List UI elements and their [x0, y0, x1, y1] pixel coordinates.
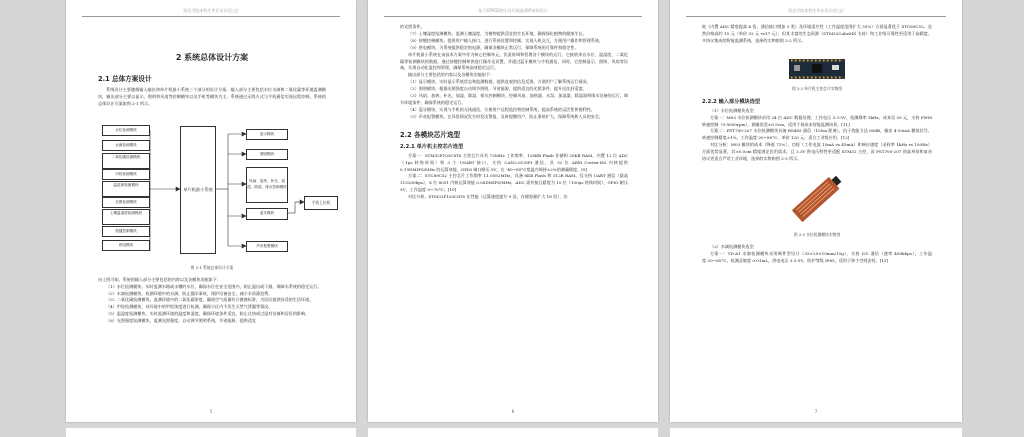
left-module-methane: 甲烷检测模块 — [102, 169, 150, 180]
paragraph-5: 方案一：YD-A1 水滴检测模块采用硬件型设计（35×25×10mm/15g），支持 I2C 通信（速率 400kbps），工作温度-20~60°C，检测灵敏度 0.01mL，供电电压 3.3-5V，防护等级 IP65，适用于狭小空间安装。[13] — [702, 250, 932, 263]
paragraph-4: 对比分析：M03 模块的成本（降低 71%）、功耗（工作电流 15mA vs 45mA）和响应速度（采样率 1kHz vs 100Hz）方面优势显著，其±0.5cm 精度满足民用需求，且 3.3V 供电压特性更适配 STM32 主控，而 FST700-207 的高单价和复杂协议更适合严苛工业环境，选择的实物如图 2-3 所示。 — [702, 142, 932, 162]
paragraph-2: （1）水位检测模块。实时监测水箱或水槽的水位，确保水位在安全范围内，防止溢出或干涸，保障水系统的稳定运行。 — [106, 283, 322, 289]
figure-2-1-caption: 图 2-1 系统总体设计方案 — [190, 264, 234, 270]
phone-host-box: 手机上位机 — [304, 196, 338, 210]
system-block-diagram — [98, 112, 331, 262]
running-header: 阳光学院本科生毕业设计(论文) — [788, 8, 844, 13]
section-heading-2-1: 2.1 总体方案设计 — [98, 75, 152, 83]
mcu-board-photo — [788, 53, 846, 83]
paragraph-6: （5）温湿度检测模块。实时监测环境的温度和湿度，确保环境条件适宜，防止过热或过湿对设备和居民的影响。 — [106, 311, 310, 317]
paragraph-3: （8）按键控制模块。提供用户输入接口，进行系统设置和控制，实现人机交互，方便用户操作和管理系统。 — [408, 37, 604, 43]
right-module-bluetooth: 蓝牙模块 — [246, 208, 288, 220]
header-rule — [384, 16, 642, 17]
right-module-display: 显示模块 — [246, 129, 288, 140]
mcu-core-box: 单片机最小系统 — [180, 126, 216, 254]
next-page-peek-2 — [368, 428, 658, 437]
left-module-light: 光照检测模块 — [102, 197, 150, 208]
figure-2-3-caption: 图 2-3 水位检测模块实物图 — [793, 231, 841, 237]
next-page-peek-1 — [66, 428, 356, 437]
header-rule — [82, 16, 340, 17]
left-module-water-level: 水位检测模块 — [102, 125, 150, 136]
document-page-7 — [670, 0, 962, 422]
water-sensor-photo — [782, 171, 852, 229]
paragraph-13: 方案二：STC89C52 主控芯片工作频率 11.0592MHz，具备 8KB Flash 和 512B RAM，仅支持 UART 通信（最高 115200bps），8 位 8051 内核运算效能 0.08DMIPS/MHz，ADC 需外接且精度为 10 位（100μs 转换时间），GPIO 耐压 5V，工作温度 0~70°C。[10] — [400, 173, 628, 193]
header-rule — [686, 16, 946, 17]
paragraph-3: （2）水滴检测模块。检测环境中的水滴，防止漏水事故，保护设备安全，减少水资源浪费。 — [106, 290, 273, 296]
paragraph-1: 的光照条件。 — [400, 24, 425, 29]
paragraph-6: 输出部分主要包括的内容以及各模块功能如下： — [408, 72, 494, 78]
left-module-power: 供电模块 — [102, 240, 150, 251]
paragraph-5: （4）甲烷检测模块。对环境中的甲烷浓度进行检测，确保小区内不发生天然气泄漏等情况。 — [106, 304, 273, 310]
intro-paragraph: 系统设计主要遵循输入输出和单片机最小系统三个部分的设计方案。输入部分主要包括水位水滴和二氧化碳等环境监测模块，输出部分主要以显示、照明和风扇等控制模块以及手机等模块为主，系统通过无线方式与手机通信实现远程控制，系统的总体设计方案如图 2-1 所示。 — [98, 87, 326, 106]
left-module-soil: 土壤温湿度检测模块 — [102, 209, 150, 225]
paragraph-4: （3）二氧化碳检测模块。监测环境中的二氧化碳浓度，确保空气质量符合健康标准，为居民提供舒适的生活环境。 — [106, 297, 314, 303]
right-module-buzzer: 声音报警模块 — [246, 241, 288, 252]
paragraph-5: 单片机最小系统在该技术方案中作为核心控制单元，负责协调和管理各个模块的运行。它接收来自水位、温湿度、二氧化碳等检测模块的数据，通过按键控制和供进行操作及设置，并通过蓝牙模块与手机通信，同时，它控制显示、照明、风扇等设备，实现自动化监控和管理，确保系统高效稳定运行。 — [400, 51, 628, 71]
subsection-water-drop: （2）水滴检测模块选型 — [710, 243, 754, 249]
paragraph-12: 方案一：STM32F103C8T6 主控芯片具有 72MHz 工作频率、128KB Flash 存储和 20KB RAM，内置 12 位 ADC（1μs 转换时间）和 3 个 USART 接口，支持 CAN2.0C/SPI 通信，其 32 位 ARM Cortex-M3 内核提供 0.19DMIPS/MHz 的运算效能，GPIO 端口耐压 5V，在 -40~85°C宽温内保持±2%的测量精度。[9] — [400, 152, 628, 172]
next-page-peek-3 — [670, 428, 962, 437]
left-module-co2: 二氧化碳检测模块 — [102, 153, 150, 169]
paragraph-3: 方案二：FST700-207 水位检测模块具备 RS485 通信（100m 距离），抗干扰能力达 60dB，输出 4-20mA 模拟信号，转速控制精度±1%，工作温度-20~80°C，单价 120 元，适合工业级应用。[12] — [702, 128, 932, 141]
document-page-5 — [66, 0, 356, 422]
left-module-temp-humidity: 温湿度检测模块 — [102, 181, 150, 197]
section-heading-2-2-2: 2.2.2 输入部分模块选型 — [702, 98, 761, 105]
paragraph-2: （7）土壤湿度检测模块。监测土壤湿度，为植物提供适宜的生长环境，确保绿化植物的健康生长。 — [408, 30, 587, 36]
page-number: 6 — [511, 409, 515, 414]
right-module-lighting: 照明模块 — [246, 149, 288, 160]
paragraph-11: （5）声音报警模块。在异常情况发生时发出警报，及时提醒用户，防止事故扩大，保障系统和人员的安全。 — [408, 113, 604, 119]
section-heading-2-2: 2.2 各模块芯片选型 — [400, 130, 461, 139]
paragraph-1: 耗（内置 ADC 精度提高 4 倍，通信接口增加 3 类）及环境适应性（工作温度范围扩大 35%）方面显著优于 STC89C52。虽然价格高约 15 元（单价 32 元 vs17 元），但其丰富的生态资源（STM32CubeMX 支持）和工业级可靠性更适用于高精度、多协议集成的智能监测系统，选择的实物如图 2-2 所示。 — [702, 24, 932, 43]
left-module-keys: 按键控制模块 — [102, 226, 150, 237]
chapter-title: 2 系统总体设计方案 — [175, 53, 249, 62]
paragraph-10: （4）蓝牙模块。实现与手机的无线通信，方便用户远程监控和控制系统，提高系统的灵活性和便利性。 — [408, 106, 595, 112]
section-heading-2-2-1: 2.2.1 单片机主控芯片选型 — [400, 143, 464, 150]
paragraph-4: （9）供电模块。为系统提供稳定的电源，确保各模块正常运行，保障系统的可靠性和稳定性。 — [408, 44, 579, 50]
paragraph-14: 对比分析，STM32F103C8T6 在性能（运算速度提升 9 倍，存储容量扩大 16 倍）、功 — [408, 194, 568, 200]
page-number: 7 — [814, 409, 818, 414]
paragraph-8: （2）照明模块。根据光照强度自动调节照明，节省能源，提供适宜的光照条件，提升居住舒适度。 — [408, 86, 587, 92]
running-header: 基于STM32的小区环境监测系统的设计 — [478, 8, 548, 13]
right-module-actuators: 风扇、加热、补光、加湿、除湿、排水控制模块 — [246, 167, 288, 203]
subsection-water-level: （1）水位检测模块选型 — [710, 107, 754, 113]
running-header: 阳光学院本科生毕业设计(论文) — [183, 8, 239, 13]
document-page-6 — [368, 0, 658, 422]
figure-2-2-caption: 图 2-2 单片机主控芯片实物图 — [791, 85, 843, 91]
paragraph-7: （1）显示模块。实时显示系统状态和监测数据，提供直观的信息反馈，方便用户了解系统运行情况。 — [408, 79, 591, 85]
paragraph-7: （6）光照强度检测模块。监测光照强度，自动调节照明系统，节省能源，提供适宜 — [106, 318, 256, 324]
left-module-water-drop: 水滴检测模块 — [102, 140, 150, 151]
page-number: 5 — [209, 409, 213, 414]
paragraph-9: （3）风扇、加热、补光、加湿、除湿、排水控制模块。控制风扇、加热器、水泵、加湿器、除湿器和排水设备的运行，调节环境条件，确保系统的稳定运行。 — [400, 93, 628, 105]
paragraph-2: 方案一：M03 水位检测模块采用 24 位 ADC 数据处理，工作电压 3.3-5V，检测频率 1kHz，成本仅 35 元，支持 PWM 转速控制（0-5000rpm），测量误差±0.5cm，适用于低成本智能监测场景。[11] — [702, 114, 932, 127]
paragraph-1: 由上图可知，系统的输入部分主要包括的内容以及各模块功能如下： — [98, 276, 221, 282]
